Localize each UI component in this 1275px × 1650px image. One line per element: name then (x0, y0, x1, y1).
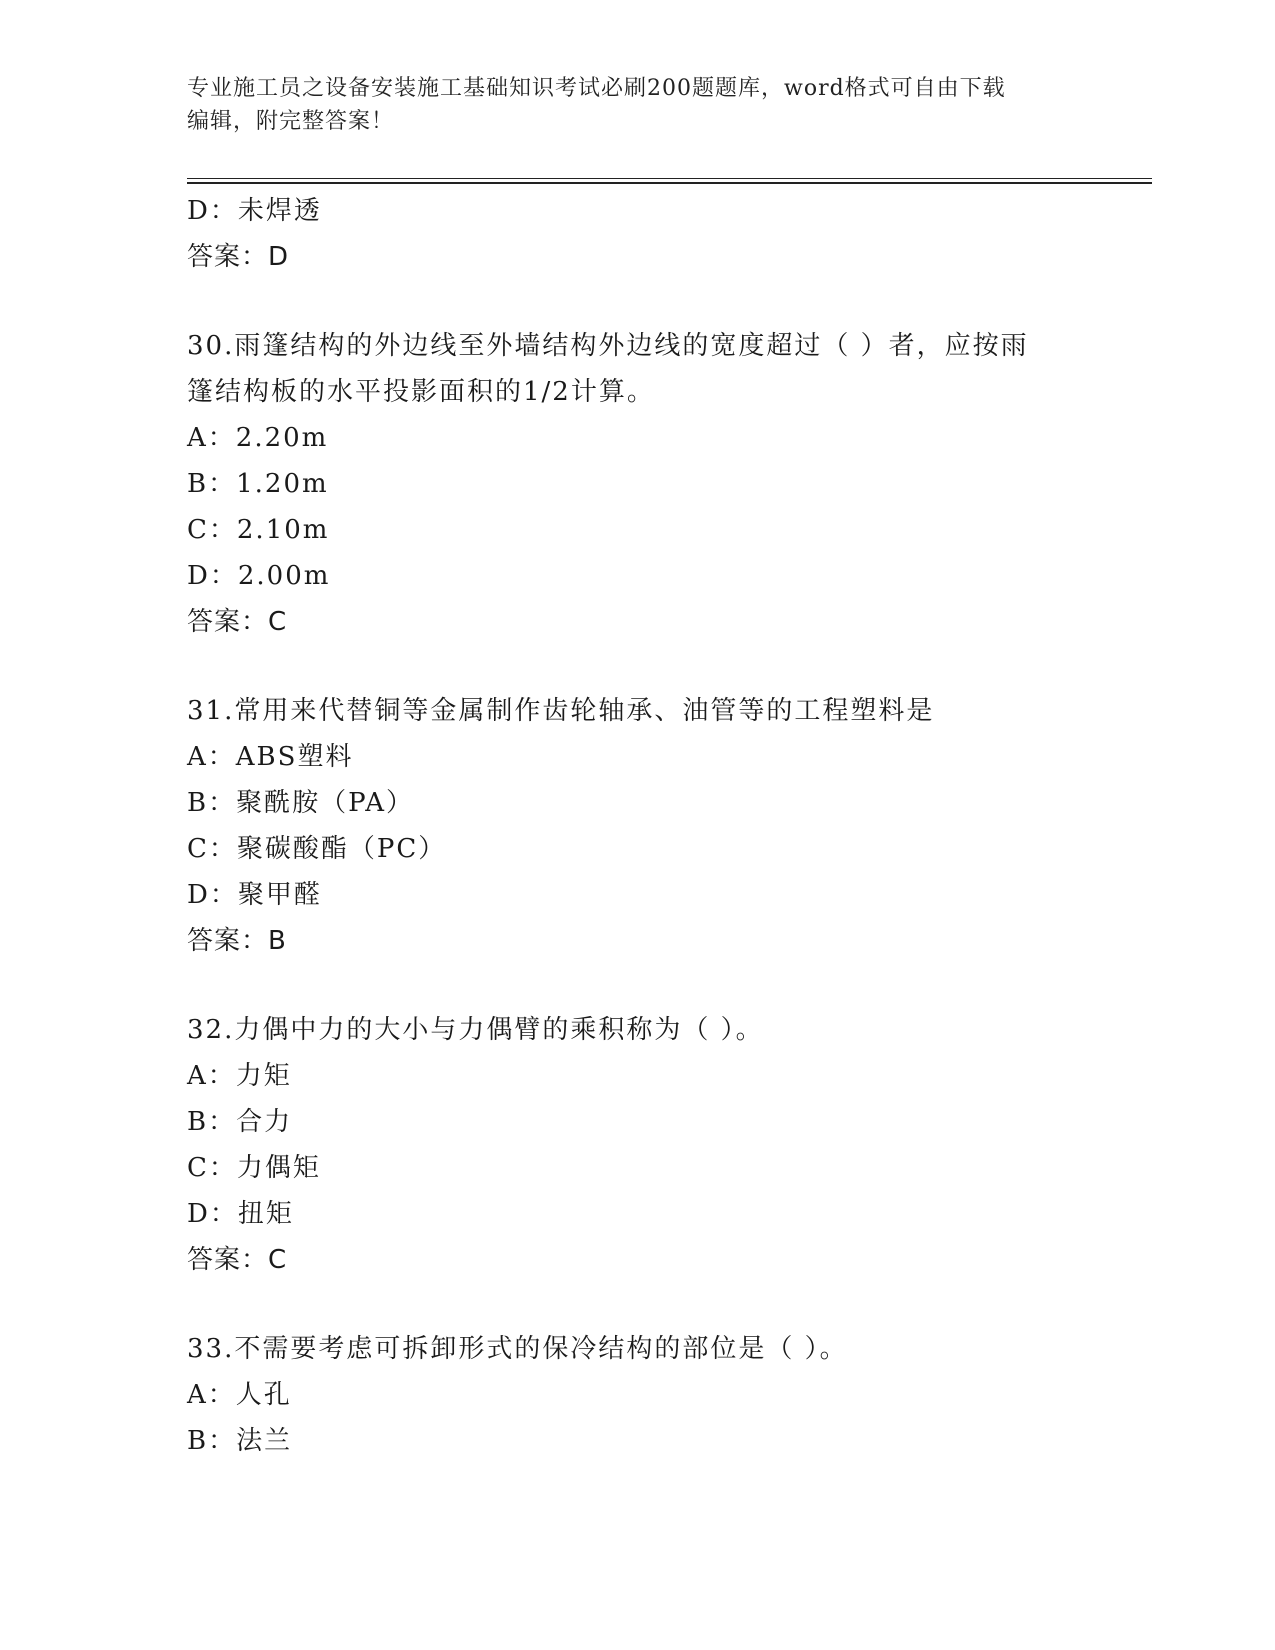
question-title-line: 32.力偶中力的大小与力偶臂的乘积称为（ ）。 (187, 1015, 764, 1045)
question-32 (187, 1007, 1087, 1283)
answer: 答案：B (187, 926, 287, 956)
question-title-line: 篷结构板的水平投影面积的1/2计算。 (187, 377, 655, 407)
option-a: A：力矩 (187, 1061, 292, 1091)
question-30 (187, 323, 1087, 645)
question-title-line: 33.不需要考虑可拆卸形式的保冷结构的部位是（ ）。 (187, 1334, 848, 1364)
header-line-1: 专业施工员之设备安装施工基础知识考试必刷200题题库，word格式可自由下载 (187, 76, 1006, 101)
option-c: C：聚碳酸酯（PC） (187, 834, 447, 864)
option-c: C：2.10m (187, 515, 330, 545)
header-divider-top (187, 178, 1152, 179)
option-b: B：1.20m (187, 469, 329, 499)
header-line-2: 编辑，附完整答案！ (187, 109, 395, 134)
option-b: B：法兰 (187, 1426, 293, 1456)
question-title-line: 31.常用来代替铜等金属制作齿轮轴承、油管等的工程塑料是 (187, 696, 935, 726)
option-a: A：ABS塑料 (187, 742, 354, 772)
answer: 答案：C (187, 1245, 288, 1275)
document-header (187, 72, 1067, 138)
option-a: A：2.20m (187, 423, 329, 453)
question-31 (187, 688, 1087, 964)
q29-option-d: D：未焊透 (187, 196, 322, 226)
question-title-line: 30.雨篷结构的外边线至外墙结构外边线的宽度超过（ ）者，应按雨 (187, 331, 1029, 361)
header-divider-bottom (187, 182, 1152, 184)
q29-answer: 答案：D (187, 242, 290, 272)
option-d: D：聚甲醛 (187, 880, 322, 910)
option-d: D：2.00m (187, 561, 331, 591)
option-a: A：人孔 (187, 1380, 292, 1410)
option-d: D：扭矩 (187, 1199, 294, 1229)
answer: 答案：C (187, 607, 288, 637)
option-c: C：力偶矩 (187, 1153, 321, 1183)
option-b: B：聚酰胺（PA） (187, 788, 414, 818)
question-list (187, 188, 1087, 1464)
question-33 (187, 1326, 1087, 1464)
option-b: B：合力 (187, 1107, 293, 1137)
